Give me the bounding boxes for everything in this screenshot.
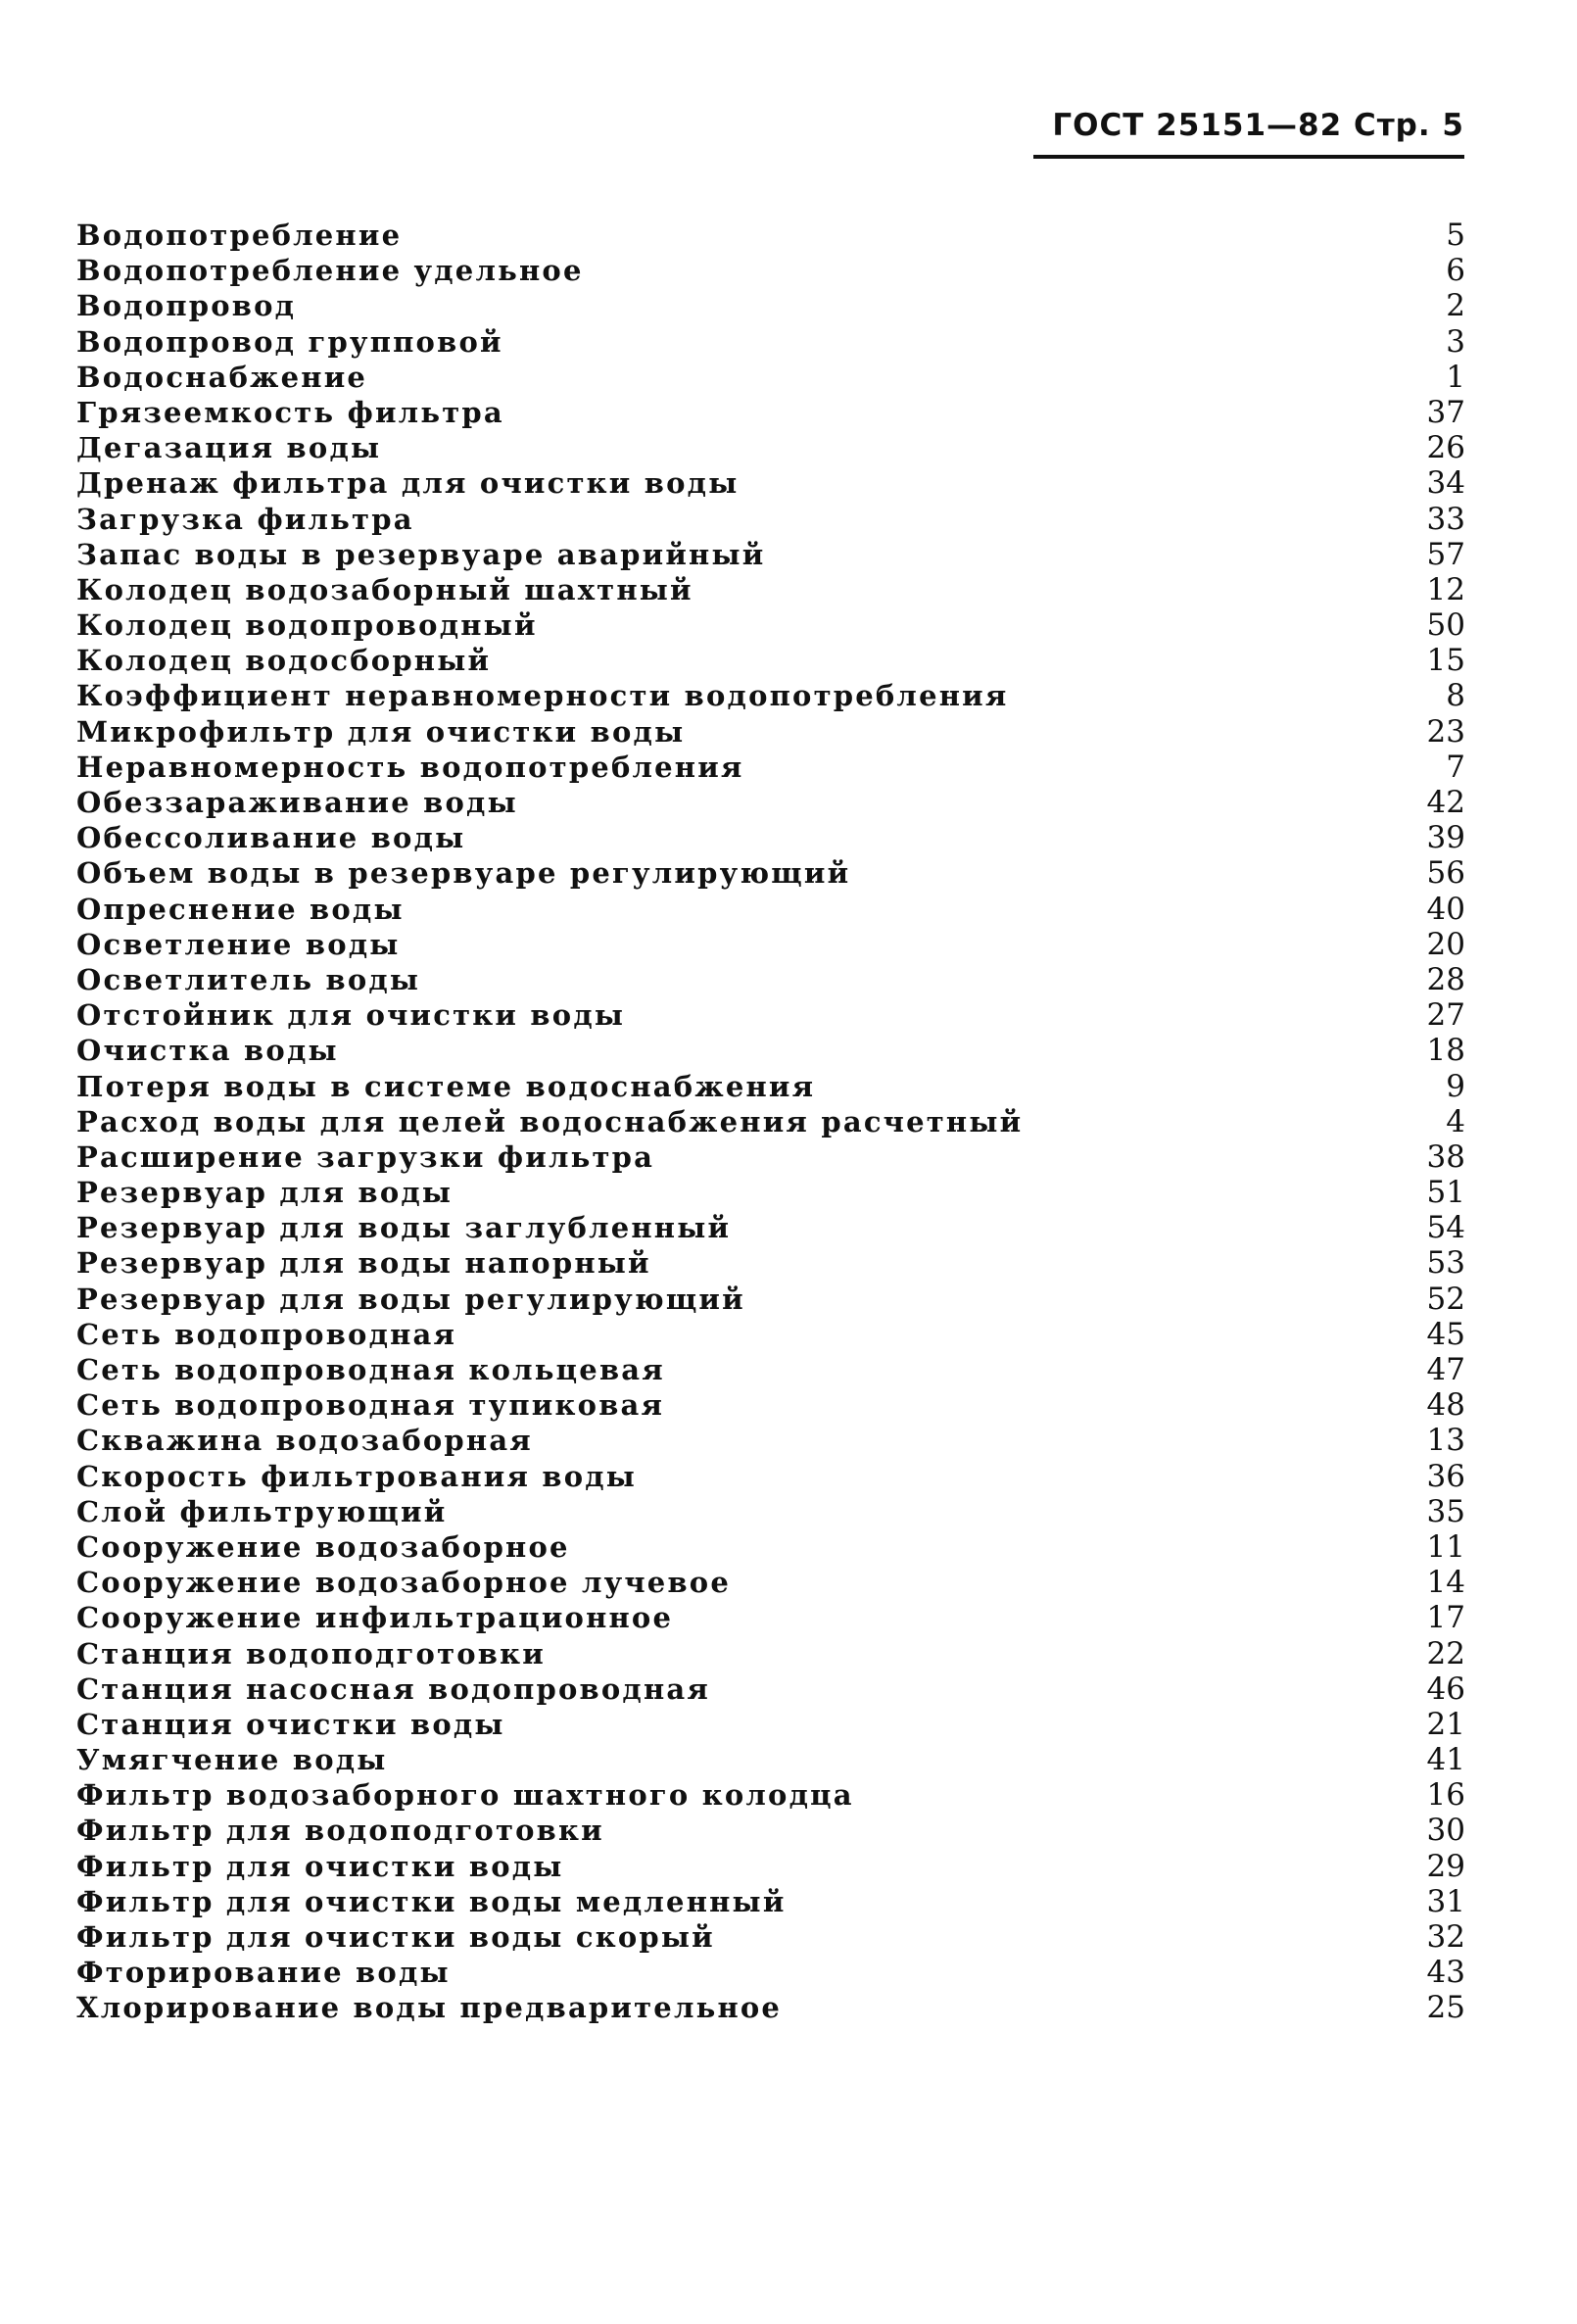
index-number: 57 bbox=[1426, 536, 1465, 572]
index-entry bbox=[76, 1317, 1477, 1352]
index-term: Скважина водозаборная bbox=[76, 1424, 533, 1458]
index-entry bbox=[76, 253, 1477, 288]
index-term: Грязеемкость фильтра bbox=[76, 395, 504, 429]
index-term: Расход воды для целей водоснабжения расчетный bbox=[76, 1104, 1024, 1138]
index-number: 12 bbox=[1426, 571, 1465, 607]
index-number: 14 bbox=[1426, 1565, 1465, 1601]
index-number: 46 bbox=[1426, 1670, 1465, 1707]
index-term: Дренаж фильтра для очистки воды bbox=[76, 466, 740, 501]
index-number: 56 bbox=[1426, 855, 1465, 892]
index-term: Неравномерность водопотребления bbox=[76, 750, 744, 784]
index-number: 40 bbox=[1426, 891, 1465, 927]
index-term: Резервуар для воды напорный bbox=[76, 1246, 651, 1281]
index-entry bbox=[76, 750, 1477, 785]
index-term: Резервуар для воды заглубленный bbox=[76, 1211, 732, 1245]
index-number: 23 bbox=[1426, 713, 1465, 750]
index-number: 42 bbox=[1426, 785, 1465, 820]
index-entry bbox=[76, 1884, 1477, 1919]
index-number: 28 bbox=[1426, 961, 1465, 997]
index-number: 37 bbox=[1426, 394, 1465, 430]
index-entry bbox=[76, 1387, 1477, 1423]
index-term: Хлорирование воды предварительное bbox=[76, 1991, 783, 2025]
page-header: ГОСТ 25151—82 Стр. 5 bbox=[1052, 108, 1464, 143]
index-number: 32 bbox=[1426, 1919, 1465, 1955]
index-term: Сеть водопроводная bbox=[76, 1317, 457, 1351]
index-entry bbox=[76, 430, 1477, 465]
index-term: Водопровод bbox=[76, 289, 297, 323]
index-number: 34 bbox=[1426, 465, 1465, 502]
index-term: Коэффициент неравномерности водопотребления bbox=[76, 679, 1009, 713]
index-term: Сеть водопроводная кольцевая bbox=[76, 1353, 665, 1386]
index-entry bbox=[76, 892, 1477, 927]
index-entry bbox=[76, 1069, 1477, 1104]
index-term: Фильтр для очистки воды скорый bbox=[76, 1920, 715, 1954]
index-entry bbox=[76, 1033, 1477, 1068]
index-term: Водопотребление bbox=[76, 218, 403, 252]
index-entry bbox=[76, 572, 1477, 607]
index-entry bbox=[76, 1707, 1477, 1742]
index-number: 53 bbox=[1426, 1245, 1465, 1282]
index-term: Станция насосная водопроводная bbox=[76, 1671, 711, 1706]
index-term: Колодец водосборный bbox=[76, 644, 492, 678]
index-entry bbox=[76, 643, 1477, 678]
index-number: 35 bbox=[1426, 1493, 1465, 1529]
index-entry bbox=[76, 1139, 1477, 1175]
index-term: Фильтр водозаборного шахтного колодца bbox=[76, 1778, 854, 1813]
index-term: Колодец водопроводный bbox=[76, 608, 538, 643]
index-number: 8 bbox=[1446, 678, 1465, 714]
index-number: 6 bbox=[1446, 253, 1465, 289]
index-entry bbox=[76, 714, 1477, 750]
index-entry bbox=[76, 395, 1477, 430]
index-entry bbox=[76, 218, 1477, 253]
index-number: 47 bbox=[1426, 1352, 1465, 1387]
index-entry bbox=[76, 1849, 1477, 1884]
index-term: Запас воды в резервуаре аварийный bbox=[76, 537, 766, 571]
index-term: Отстойник для очистки воды bbox=[76, 998, 626, 1033]
index-term: Станция очистки воды bbox=[76, 1707, 505, 1741]
index-term: Объем воды в резервуаре регулирующий bbox=[76, 856, 851, 891]
index-entry bbox=[76, 324, 1477, 360]
index-number: 36 bbox=[1426, 1458, 1465, 1494]
index-term: Скорость фильтрования воды bbox=[76, 1459, 638, 1493]
index-term: Резервуар для воды регулирующий bbox=[76, 1282, 745, 1316]
index-term: Водоснабжение bbox=[76, 360, 368, 394]
index-number: 16 bbox=[1426, 1777, 1465, 1814]
index-term: Потеря воды в системе водоснабжения bbox=[76, 1069, 816, 1103]
index-term: Фторирование воды bbox=[76, 1956, 451, 1990]
index-number: 4 bbox=[1446, 1103, 1465, 1139]
index-number: 25 bbox=[1426, 1990, 1465, 2026]
index-entry bbox=[76, 927, 1477, 962]
index-entry bbox=[76, 1175, 1477, 1210]
index-number: 50 bbox=[1426, 607, 1465, 644]
index-number: 54 bbox=[1426, 1210, 1465, 1246]
index-entry bbox=[76, 537, 1477, 572]
index-number: 52 bbox=[1426, 1281, 1465, 1317]
index-number: 29 bbox=[1426, 1848, 1465, 1884]
index-entry bbox=[76, 465, 1477, 501]
index-number: 15 bbox=[1426, 643, 1465, 679]
index-number: 48 bbox=[1426, 1387, 1465, 1424]
index-entry bbox=[76, 785, 1477, 820]
index-entry bbox=[76, 1459, 1477, 1494]
index-entry bbox=[76, 502, 1477, 537]
index-entry bbox=[76, 1813, 1477, 1848]
index-entry bbox=[76, 1777, 1477, 1813]
index-term: Фильтр для водоподготовки bbox=[76, 1814, 604, 1848]
index-entry bbox=[76, 1282, 1477, 1317]
index-number: 3 bbox=[1446, 323, 1465, 360]
index-number: 38 bbox=[1426, 1138, 1465, 1175]
index-entry bbox=[76, 1565, 1477, 1600]
index-number: 2 bbox=[1446, 288, 1465, 324]
index-entry bbox=[76, 1919, 1477, 1955]
index-entry bbox=[76, 1671, 1477, 1707]
header-rule bbox=[1033, 155, 1464, 159]
index-number: 33 bbox=[1426, 501, 1465, 537]
index-entry bbox=[76, 997, 1477, 1033]
index-number: 30 bbox=[1426, 1813, 1465, 1849]
index-term: Осветлитель воды bbox=[76, 962, 421, 996]
index-term: Обеззараживание воды bbox=[76, 786, 518, 819]
index-term: Сооружение водозаборное лучевое bbox=[76, 1566, 731, 1600]
index-term: Сооружение инфильтрационное bbox=[76, 1601, 674, 1635]
index-number: 43 bbox=[1426, 1955, 1465, 1991]
index-number: 11 bbox=[1426, 1528, 1465, 1565]
index-entry bbox=[76, 962, 1477, 997]
index-entry bbox=[76, 607, 1477, 643]
index-term: Колодец водозаборный шахтный bbox=[76, 572, 693, 606]
index-number: 26 bbox=[1426, 430, 1465, 466]
index-number: 41 bbox=[1426, 1742, 1465, 1778]
index-number: 9 bbox=[1446, 1068, 1465, 1104]
index-term: Опреснение воды bbox=[76, 892, 405, 926]
index-entry bbox=[76, 1352, 1477, 1387]
index-number: 20 bbox=[1426, 926, 1465, 962]
index-entry bbox=[76, 1955, 1477, 1990]
index-entry bbox=[76, 288, 1477, 323]
index-term: Сеть водопроводная тупиковая bbox=[76, 1388, 665, 1423]
index-term: Водопровод групповой bbox=[76, 324, 503, 359]
index-number: 17 bbox=[1426, 1600, 1465, 1636]
index-term: Сооружение водозаборное bbox=[76, 1529, 570, 1564]
index-entry bbox=[76, 820, 1477, 855]
index-number: 45 bbox=[1426, 1316, 1465, 1352]
index-term: Слой фильтрующий bbox=[76, 1494, 448, 1528]
index-number: 31 bbox=[1426, 1883, 1465, 1919]
index-number: 7 bbox=[1446, 749, 1465, 785]
index-entry bbox=[76, 360, 1477, 395]
index-number: 18 bbox=[1426, 1033, 1465, 1069]
index-term: Осветление воды bbox=[76, 927, 401, 961]
index-term: Фильтр для очистки воды bbox=[76, 1849, 564, 1883]
index-term: Загрузка фильтра bbox=[76, 502, 414, 536]
index-term: Микрофильтр для очистки воды bbox=[76, 714, 686, 749]
index-term: Фильтр для очистки воды медленный bbox=[76, 1884, 787, 1918]
index-entry bbox=[76, 678, 1477, 713]
index-number: 51 bbox=[1426, 1175, 1465, 1211]
index-entry bbox=[76, 1529, 1477, 1565]
index-term: Умягчение воды bbox=[76, 1743, 388, 1777]
index-number: 5 bbox=[1446, 218, 1465, 253]
index-term: Резервуар для воды bbox=[76, 1176, 454, 1210]
index-number: 21 bbox=[1426, 1706, 1465, 1742]
index-number: 13 bbox=[1426, 1423, 1465, 1459]
index-entry bbox=[76, 1104, 1477, 1139]
index-term: Расширение загрузки фильтра bbox=[76, 1139, 655, 1174]
index-entry bbox=[76, 855, 1477, 891]
index-term: Станция водоподготовки bbox=[76, 1636, 547, 1670]
index-entry bbox=[76, 1423, 1477, 1458]
index-term: Дегазация воды bbox=[76, 431, 382, 465]
index-number: 22 bbox=[1426, 1635, 1465, 1671]
index-entry bbox=[76, 1742, 1477, 1777]
index-term: Очистка воды bbox=[76, 1034, 339, 1068]
index-entry bbox=[76, 1636, 1477, 1671]
index-entry bbox=[76, 1245, 1477, 1281]
index-entry bbox=[76, 1990, 1477, 2025]
alphabetical-index bbox=[76, 218, 1477, 2026]
index-entry bbox=[76, 1600, 1477, 1635]
index-entry bbox=[76, 1494, 1477, 1529]
index-term: Водопотребление удельное bbox=[76, 254, 584, 288]
index-number: 39 bbox=[1426, 820, 1465, 856]
index-term: Обессоливание воды bbox=[76, 821, 466, 855]
index-number: 1 bbox=[1446, 359, 1465, 395]
index-number: 27 bbox=[1426, 997, 1465, 1034]
index-entry bbox=[76, 1210, 1477, 1245]
